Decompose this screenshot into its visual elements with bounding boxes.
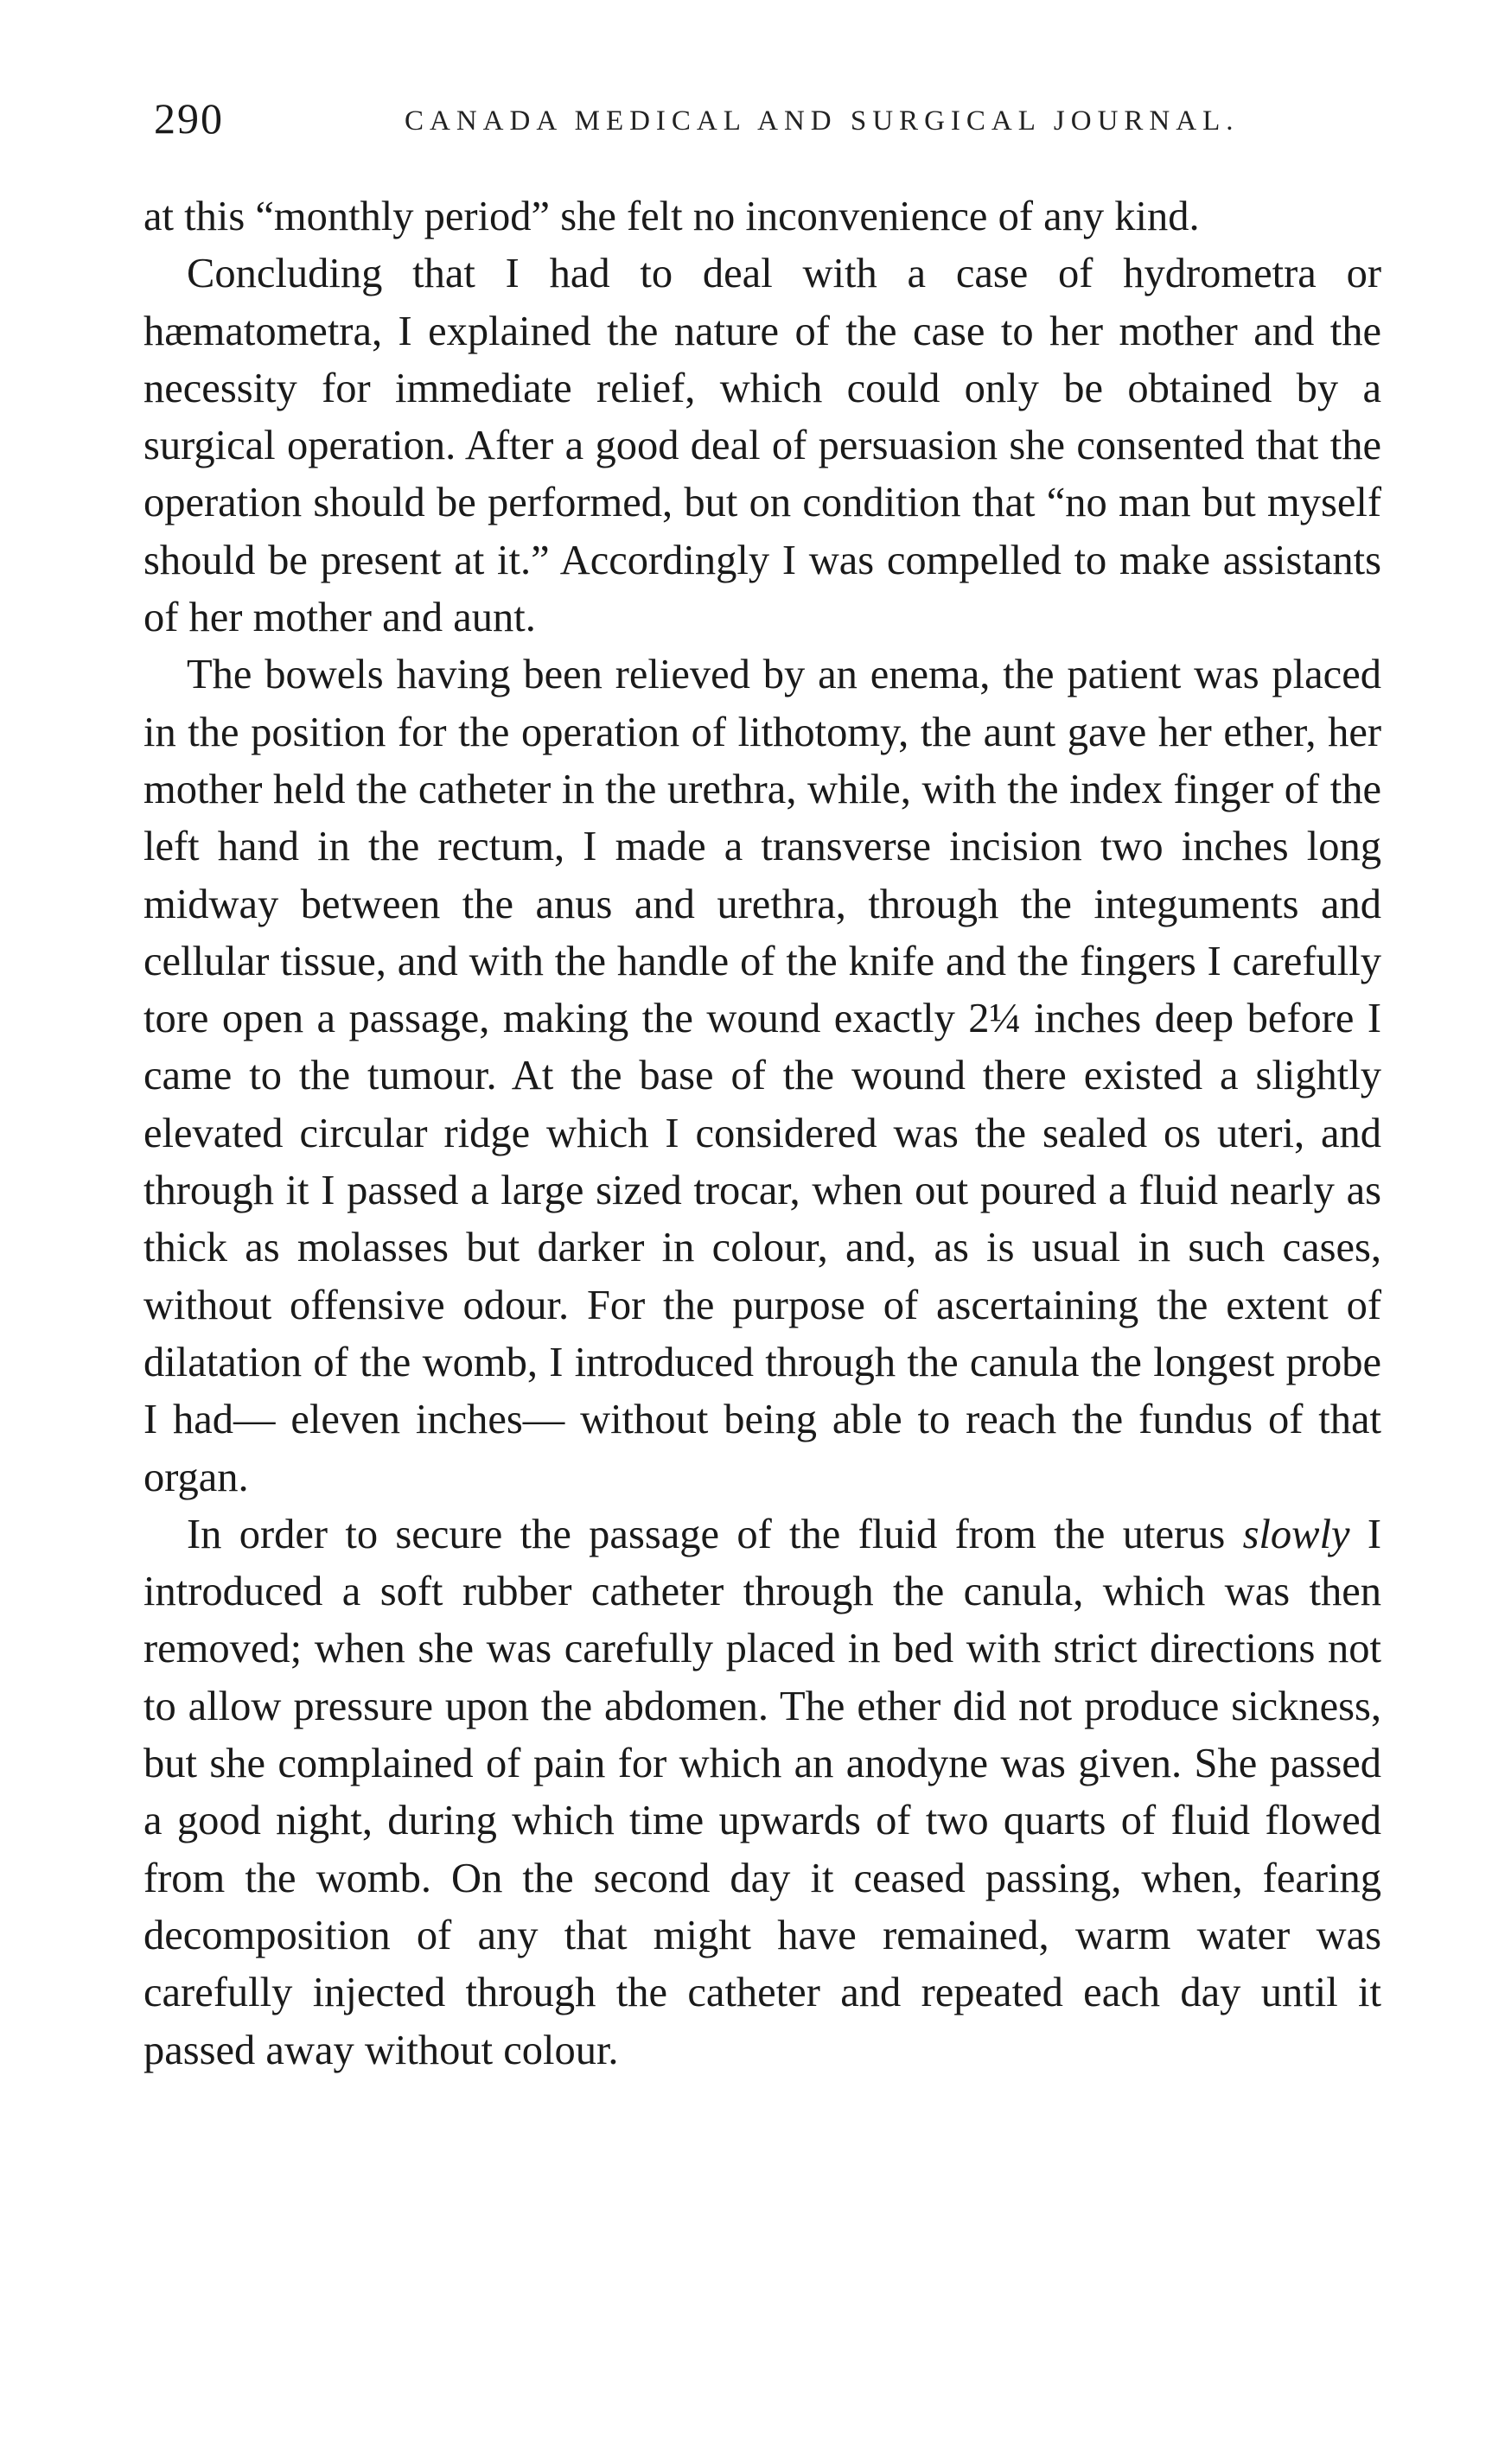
paragraph-continuation: at this “monthly period” she felt no inconvenience of any kind. [143,194,1200,239]
paragraph-operation: The bowels having been relieved by an enema, the patient was placed in the position for the operation of lithotomy, the aunt gave her ether, her mother held the catheter in the urethra, while, with the index finger of the left hand in the rectum, I made a transverse incision two inches long midway between the anus and urethra, through the integuments and cellular tissue, and with the handle of the knife and the fingers I carefully tore open a passage, making the wound exactly 2¼ inches deep before I came to the tumour. At the base of the wound there existed a slightly elevated circular ridge which I considered was the sealed os uteri, and through it I passed a large sized trocar, when out poured a fluid nearly as thick as molasses but darker in colour, and, as is usual in such cases, without offensive odour. For the purpose of ascertaining the extent of dilatation of the womb, I introduced through the canula the longest probe I had— eleven inches— without being able to reach the fundus of that organ. [143,652,1381,1500]
paragraph-aftercare-after: I introduced a soft rubber catheter through the canula, which was then removed; when she was carefully placed in bed with strict directions not to allow pressure upon the abdomen. The ether did not produce sickness, but she complained of pain for which an anodyne was given. She passed a good night, during which time upwards of two quarts of fluid flowed from the womb. On the second day it ceased passing, when, fearing decomposition of any that might have remained, warm water was carefully injected through the catheter and repeated each day until it passed away without colour. [143,1511,1381,2073]
page-number: 290 [154,94,224,143]
paragraph-diagnosis: Concluding that I had to deal with a case of hydrometra or hæmatometra, I explained the nature of the case to her mother and the necessity for immediate relief, which could only be obtained by a surgical operation. After a good deal of persuasion she consented that the operation should be performed, but on condition that “no man but myself should be present at it.” Accordingly I was compelled to make assistants of her mother and aunt. [143,251,1381,641]
paragraph-aftercare-before: In order to secure the passage of the fluid from the uterus [187,1511,1243,1557]
page-header [154,93,1390,145]
paragraph-aftercare-italic: slowly [1242,1511,1350,1557]
paragraph-aftercare [143,1506,1381,2079]
running-head: CANADA MEDICAL AND SURGICAL JOURNAL. [405,105,1240,137]
body-text [143,188,1381,2079]
